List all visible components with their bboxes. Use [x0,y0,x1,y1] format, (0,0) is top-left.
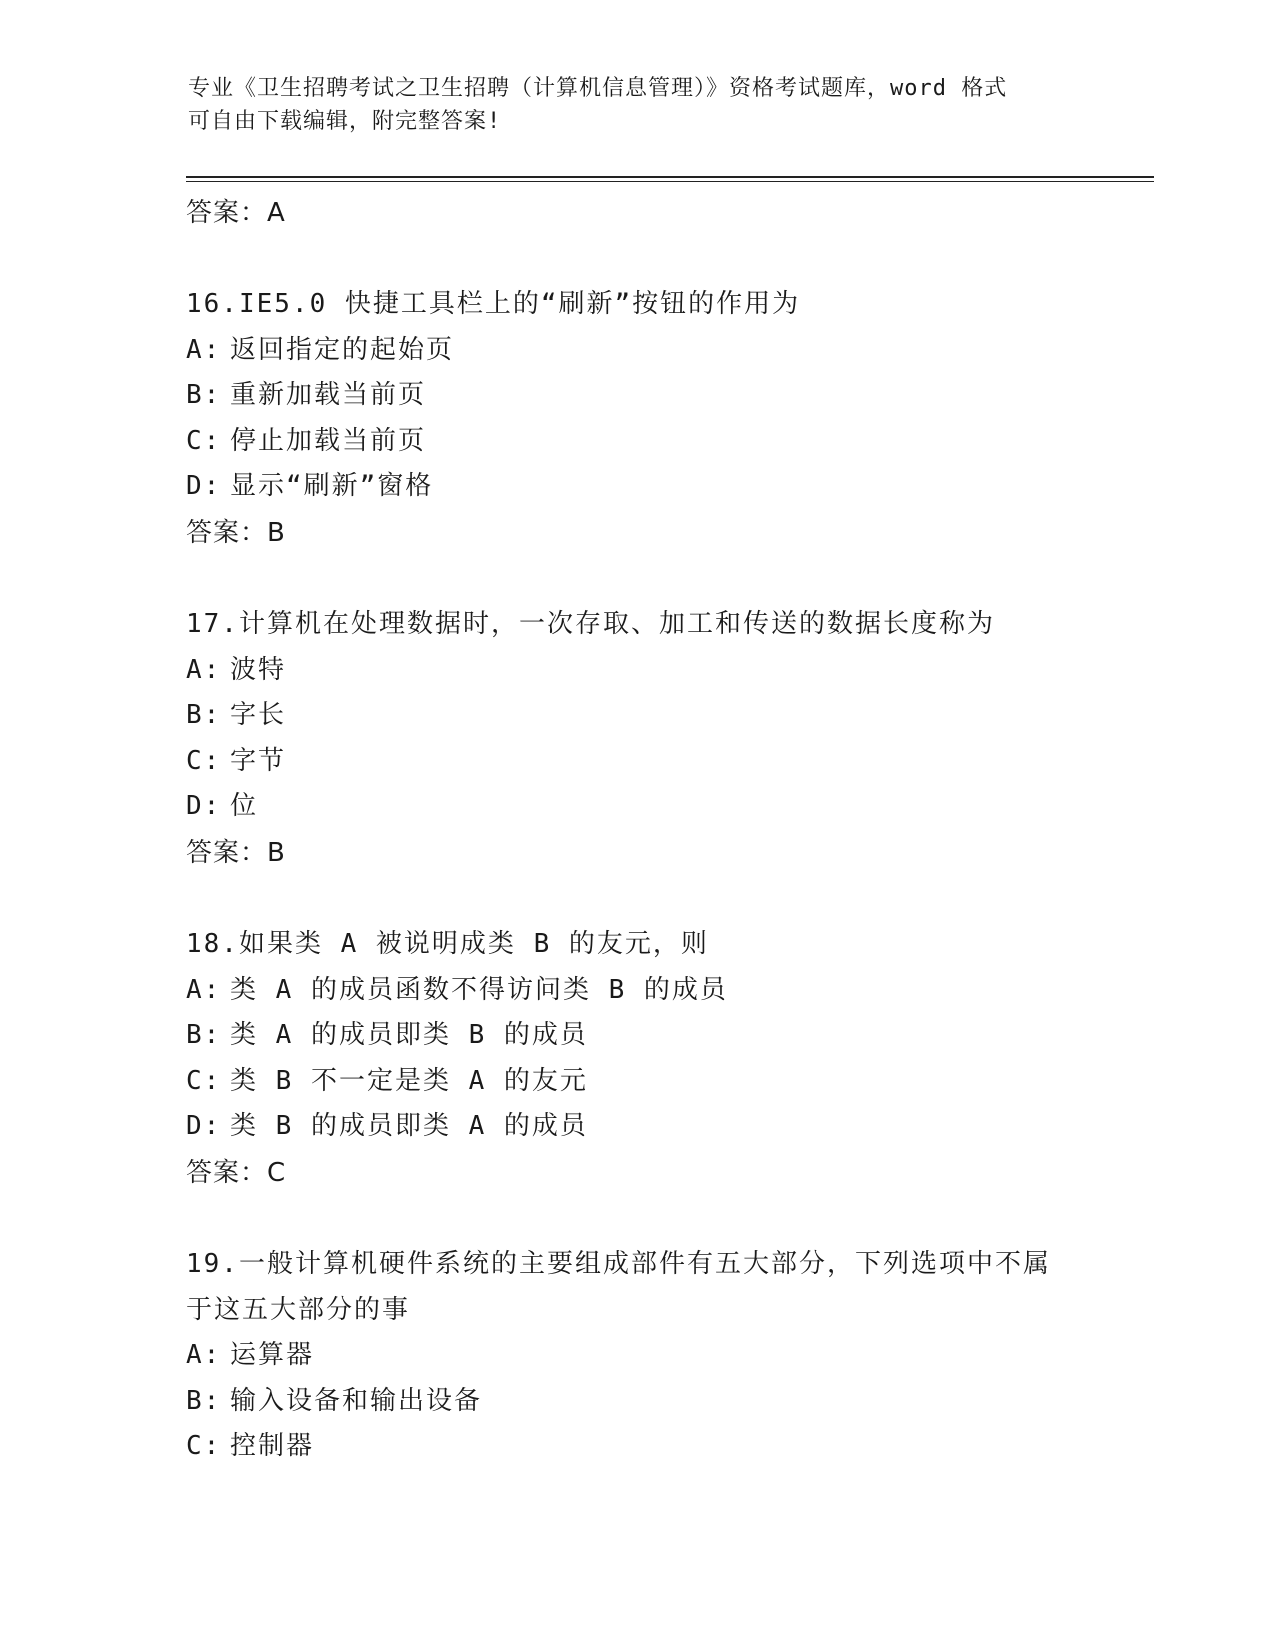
option-row [186,784,1086,830]
option-row [186,968,1086,1014]
question-block [186,922,1086,1196]
option-letter: B: [186,380,222,411]
option-letter: A: [186,974,222,1005]
option-text: 类 A 的成员即类 B 的成员 [230,1020,588,1051]
option-text: 类 B 的成员即类 A 的成员 [230,1111,588,1142]
answer-line: 答案：C [186,1157,287,1188]
option-row [186,419,1086,465]
question-spacer [186,236,1086,282]
option-letter: C: [186,1065,222,1096]
answer-line: 答案：A [186,198,286,228]
option-text: 字长 [230,700,287,731]
option-letter: C: [186,425,222,456]
option-text: 返回指定的起始页 [230,334,455,365]
option-text: 字节 [230,745,287,776]
option-letter: D: [186,1111,222,1142]
option-row [186,739,1086,785]
question-block [186,602,1086,876]
question-spacer [186,876,1086,922]
option-text: 类 A 的成员函数不得访问类 B 的成员 [230,974,728,1005]
option-letter: C: [186,1431,222,1462]
option-text: 运算器 [230,1340,315,1371]
option-row [186,373,1086,419]
answer-line: 答案：B [186,517,286,548]
document-header [188,72,1088,138]
option-row [186,1104,1086,1150]
option-letter: D: [186,471,222,502]
question-block [186,282,1086,556]
option-letter: B: [186,1020,222,1051]
option-row [186,328,1086,374]
option-row [186,1333,1086,1379]
question-spacer [186,1196,1086,1242]
option-text: 波特 [230,654,287,685]
option-row [186,1013,1086,1059]
option-text: 显示“刷新”窗格 [230,471,434,502]
option-letter: D: [186,791,222,822]
question-stem: 19.一般计算机硬件系统的主要组成部件有五大部分，下列选项中不属 [186,1248,1051,1279]
option-row [186,693,1086,739]
option-row [186,1424,1086,1470]
option-letter: B: [186,1385,222,1416]
question-list [186,190,1086,1470]
header-line-2: 可自由下载编辑，附完整答案! [188,109,502,134]
option-letter: B: [186,700,222,731]
option-letter: C: [186,745,222,776]
question-stem: 16.IE5.0 快捷工具栏上的“刷新”按钮的作用为 [186,289,801,319]
option-text: 重新加载当前页 [230,380,427,411]
question-block [186,1242,1086,1470]
header-rule-thick [186,176,1154,178]
option-row [186,1059,1086,1105]
option-text: 停止加载当前页 [230,425,427,456]
header-line-1: 专业《卫生招聘考试之卫生招聘（计算机信息管理）》资格考试题库，word 格式 [188,76,1008,101]
option-text: 控制器 [230,1431,315,1462]
option-letter: A: [186,654,222,685]
option-letter: A: [186,1340,222,1371]
option-row [186,464,1086,510]
option-row [186,648,1086,694]
question-stem: 于这五大部分的事 [186,1294,411,1325]
option-letter: A: [186,334,222,365]
answer-line: 答案：B [186,837,286,868]
question-stem: 17.计算机在处理数据时，一次存取、加工和传送的数据长度称为 [186,608,995,639]
option-text: 类 B 不一定是类 A 的友元 [230,1065,588,1096]
option-text: 位 [230,791,259,822]
option-row [186,1379,1086,1425]
header-rule-thin [186,181,1154,182]
question-spacer [186,556,1086,602]
option-text: 输入设备和输出设备 [230,1385,483,1416]
question-stem: 18.如果类 A 被说明成类 B 的友元，则 [186,928,709,959]
